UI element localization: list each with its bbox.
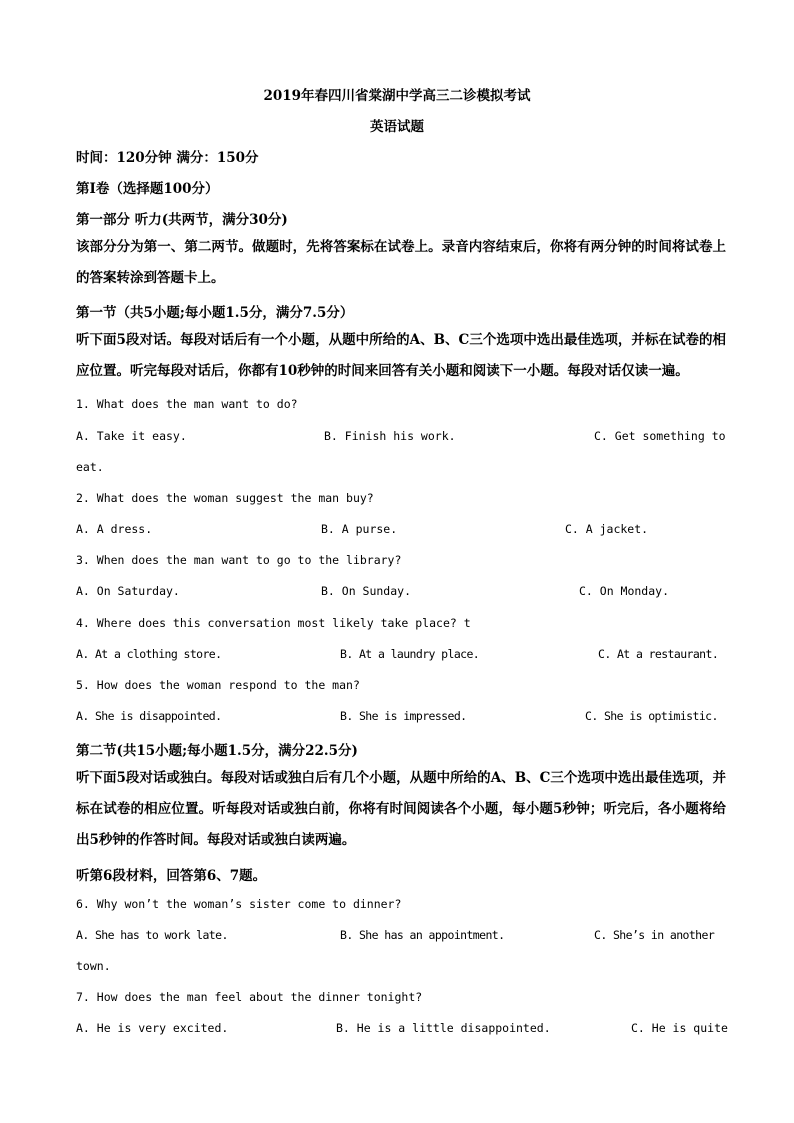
section1-heading: 第一节（共5小题;每小题1.5分，满分7.5分）: [76, 305, 354, 321]
question-6-stem: 6. Why won’t the woman’s sister come to dinner?: [76, 897, 402, 911]
question-1-option-c: C. Get something to: [594, 429, 726, 443]
question-2-option-a: A. A dress.: [76, 522, 153, 536]
question-2-stem: 2. What does the woman suggest the man buy?: [76, 491, 374, 505]
time-info: 时间：120分钟 满分：150分: [76, 150, 259, 166]
question-3-option-c: C. On Monday.: [579, 584, 670, 598]
material-6-heading: 听第6段材料，回答第6、7题。: [76, 868, 267, 884]
question-4-option-c: C. At a restaurant.: [598, 647, 719, 661]
question-4-stem: 4. Where does this conversation most likely take place? t: [76, 616, 471, 630]
part1-instruction: 该部分分为第一、第二两节。做题时，先将答案标在试卷上。录音内容结束后，你将有两分钟的时间将试卷上的答案转涂到答题卡上。: [76, 239, 726, 286]
exam-subtitle: 英语试题: [370, 119, 424, 135]
part1-heading: 第一部分 听力(共两节，满分30分): [76, 212, 288, 228]
question-1-option-c-wrap: eat.: [76, 460, 104, 474]
question-7-stem: 7. How does the man feel about the dinner tonight?: [76, 990, 423, 1004]
question-4-option-b: B. At a laundry place.: [340, 647, 480, 661]
question-5-stem: 5. How does the woman respond to the man?: [76, 678, 360, 692]
question-5-option-b: B. She is impressed.: [340, 709, 467, 723]
question-6-option-c-wrap: town.: [76, 959, 111, 973]
exam-title: 2019年春四川省棠湖中学高三二诊模拟考试: [263, 88, 531, 104]
question-7-option-b: B. He is a little disappointed.: [336, 1021, 551, 1035]
question-7-option-a: A. He is very excited.: [76, 1021, 229, 1035]
question-6-option-a: A. She has to work late.: [76, 928, 228, 942]
question-1-option-a: A. Take it easy.: [76, 429, 187, 443]
section2-instruction: 听下面5段对话或独白。每段对话或独白后有几个小题，从题中所给的A、B、C三个选项中选出最佳选项，并标在试卷的相应位置。听每段对话或独白前，你将有时间阅读各个小题，每小题5秒钟；听完后，各小题将给出5秒钟的作答时间。每段对话或独白读两遍。: [76, 770, 726, 848]
question-4-option-a: A. At a clothing store.: [76, 647, 222, 661]
question-1-option-b: B. Finish his work.: [324, 429, 456, 443]
question-7-option-c: C. He is quite: [631, 1021, 728, 1035]
question-3-option-b: B. On Sunday.: [321, 584, 412, 598]
question-6-option-c: C. She’s in another: [594, 928, 715, 942]
question-3-option-a: A. On Saturday.: [76, 584, 180, 598]
question-5-option-a: A. She is disappointed.: [76, 709, 222, 723]
question-1-stem: 1. What does the man want to do?: [76, 397, 298, 411]
question-2-option-c: C. A jacket.: [565, 522, 649, 536]
volume-heading: 第Ⅰ卷（选择题100分）: [76, 181, 219, 197]
question-2-option-b: B. A purse.: [321, 522, 398, 536]
section2-heading: 第二节(共15小题;每小题1.5分，满分22.5分): [76, 743, 358, 759]
question-6-option-b: B. She has an appointment.: [340, 928, 505, 942]
question-3-stem: 3. When does the man want to go to the library?: [76, 553, 402, 567]
section1-instruction: 听下面5段对话。每段对话后有一个小题，从题中所给的A、B、C三个选项中选出最佳选项，并标在试卷的相应位置。听完每段对话后，你都有10秒钟的时间来回答有关小题和阅读下一小题。每段对话仅读一遍。: [76, 332, 726, 379]
question-5-option-c: C. She is optimistic.: [585, 709, 718, 723]
